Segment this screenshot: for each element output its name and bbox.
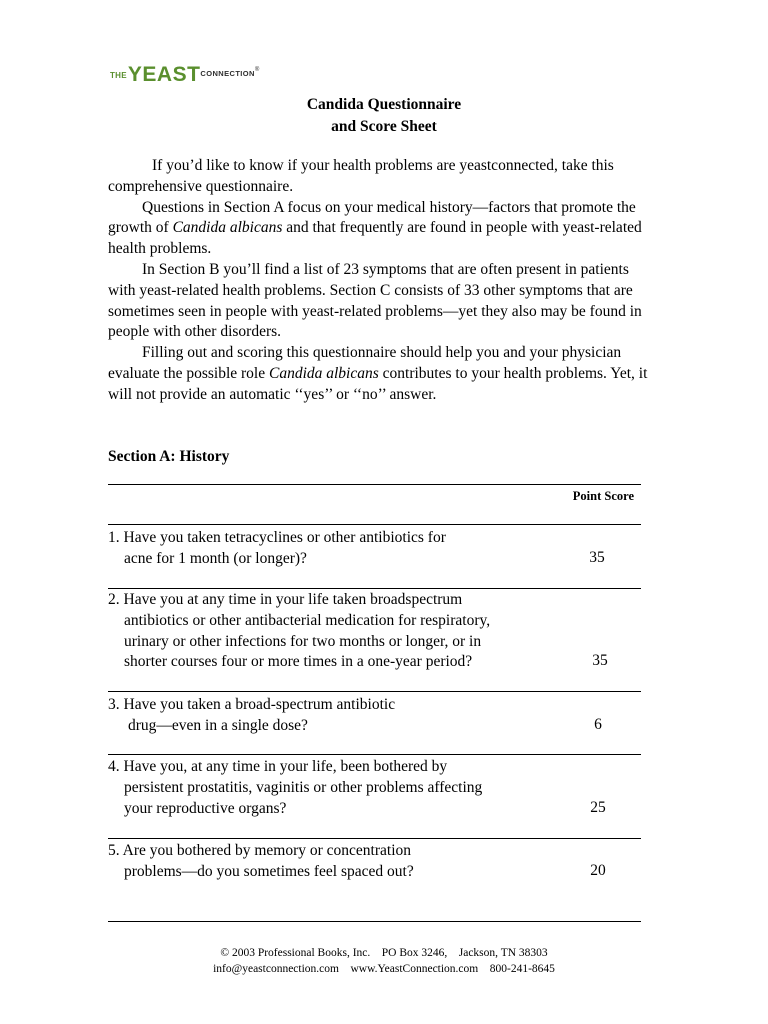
question-line: 2. Have you at any time in your life taken broadspectrum [108, 591, 463, 608]
question-line: acne for 1 month (or longer)? [124, 549, 307, 567]
question-2 [108, 590, 548, 673]
question-4-score: 25 [590, 799, 606, 816]
intro-paragraph-2 [108, 198, 653, 260]
question-4 [108, 757, 548, 819]
intro-p2-text-end: and that frequently are found in people with yeast-related health problems. [108, 219, 642, 258]
intro-p2-text: Questions in Section A focus on your medical history—factors that promote the growth of [108, 198, 636, 237]
question-line: 5. Are you bothered by memory or concentration [108, 842, 412, 859]
section-a-title: Section A: History [108, 448, 230, 465]
question-line: problems—do you sometimes feel spaced out? [124, 862, 414, 880]
divider [108, 921, 641, 922]
question-line: 4. Have you, at any time in your life, been bothered by [108, 758, 448, 775]
question-line: your reproductive organs? [124, 799, 287, 817]
intro-text [108, 156, 653, 406]
intro-paragraph-1: If you’d like to know if your health problems are yeastconnected, take this comprehensive questionnaire. [108, 157, 614, 195]
question-line: urinary or other infections for two months or longer, or in [124, 632, 482, 650]
logo-connection: CONNECTION [200, 69, 255, 78]
document-title-line1: Candida Questionnaire [306, 96, 462, 113]
divider [108, 588, 641, 589]
point-score-header: Point Score [572, 489, 634, 503]
intro-p4-text-end: contributes to your health problems. Yet, it will not provide an automatic ‘‘yes’’ or ‘‘no’’ answer. [108, 364, 648, 403]
divider [108, 691, 641, 692]
question-line: antibiotics or other antibacterial medication for respiratory, [124, 611, 491, 629]
divider [108, 754, 641, 755]
question-1-score: 35 [589, 549, 605, 566]
intro-paragraph-4 [108, 343, 653, 405]
logo-yeast: YEAST [127, 63, 201, 86]
question-line: persistent prostatitis, vaginitis or other problems affecting [124, 778, 483, 796]
intro-p2-italic: Candida albicans [172, 219, 283, 237]
question-line: drug—even in a single dose? [128, 716, 308, 734]
logo-registered-mark: ® [254, 67, 260, 73]
divider [108, 838, 641, 839]
document-title-line2: and Score Sheet [331, 118, 437, 135]
intro-p4-text: Filling out and scoring this questionnaire should help you and your physician evaluate the possible role [108, 344, 622, 382]
question-3-score: 6 [594, 716, 602, 733]
question-5 [108, 841, 548, 883]
footer-contact: info@yeastconnection.com www.YeastConnection.com 800-241-8645 [213, 963, 555, 975]
footer-copyright: © 2003 Professional Books, Inc. PO Box 3246, Jackson, TN 38303 [220, 947, 548, 959]
intro-paragraph-3: In Section B you’ll find a list of 23 symptoms that are often present in patients with yeast-related health problems. Section C consists of 33 other symptoms that are sometimes seen in people with yeast-related problems—yet they also may be found in people with other disorders. [108, 260, 642, 341]
question-line: shorter courses four or more times in a one-year period? [124, 653, 473, 671]
question-3 [108, 695, 548, 737]
question-2-score: 35 [592, 652, 608, 669]
question-line: 3. Have you taken a broad-spectrum antibiotic [108, 696, 396, 713]
intro-p4-italic: Candida albicans [268, 364, 379, 382]
logo-the: THE [110, 71, 127, 80]
divider [108, 524, 641, 525]
yeast-connection-logo [110, 63, 259, 87]
question-5-score: 20 [590, 862, 606, 879]
question-line: 1. Have you taken tetracyclines or other antibiotics for [108, 529, 446, 546]
question-1 [108, 528, 548, 570]
divider [108, 484, 641, 485]
